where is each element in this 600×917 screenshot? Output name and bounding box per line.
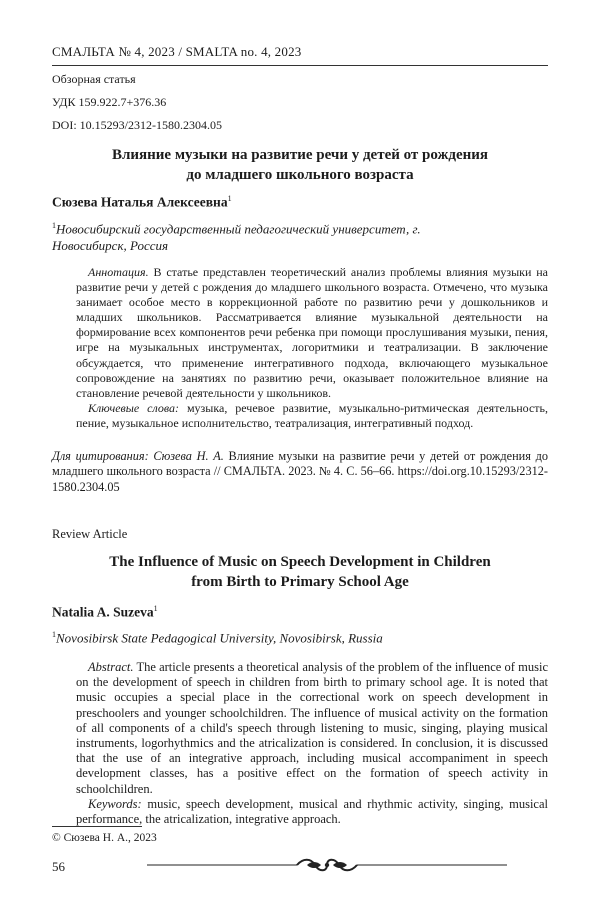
author-affiliation-mark: 1	[153, 604, 158, 613]
abstract-paragraph	[76, 660, 548, 797]
journal-page	[52, 0, 548, 917]
abstract-en	[76, 660, 548, 827]
title-line-1: The Influence of Music on Speech Development in Children	[109, 554, 491, 570]
title-line-2: from Birth to Primary School Age	[191, 574, 409, 590]
author-ru	[52, 194, 232, 211]
affiliation-mark: 1	[52, 630, 56, 639]
keywords-text: музыка, речевое развитие, музыкально-ритмическая деятельность, пение, музыкальное исполнительство, театрализация, интегративный подход.	[76, 400, 548, 430]
citation-text: Влияние музыки на развитие речи у детей от рождения до младшего школьного возраста // СМАЛЬТА. 2023. № 4. С. 56–66. https://doi.org.10.15293/2312-1580.2304.05	[52, 449, 549, 494]
author-affiliation-mark: 1	[227, 194, 232, 203]
udk-code: УДК 159.922.7+376.36	[52, 95, 167, 109]
decorative-ornament-icon	[147, 856, 507, 874]
keywords-paragraph	[76, 797, 548, 827]
header-rule	[52, 65, 548, 66]
keywords-label: Ключевые слова:	[88, 400, 179, 415]
keywords-paragraph	[76, 401, 548, 431]
running-head: СМАЛЬТА № 4, 2023 / SMALTA no. 4, 2023	[52, 44, 302, 59]
affiliation-ru	[52, 217, 472, 254]
affiliation-mark: 1	[52, 221, 56, 230]
article-type: Обзорная статья	[52, 72, 136, 86]
doi: DOI: 10.15293/2312-1580.2304.05	[52, 118, 222, 132]
affiliation-en	[52, 626, 548, 646]
article-title-ru	[52, 145, 548, 185]
abstract-label: Аннотация.	[88, 265, 149, 279]
title-line-2: до младшего школьного возраста	[186, 167, 414, 183]
abstract-label: Abstract.	[88, 660, 134, 674]
author-name: Сюзева Наталья Алексеевна	[52, 194, 228, 210]
title-line-1: Влияние музыки на развитие речи у детей от рождения	[111, 147, 489, 163]
keywords-text: music, speech development, musical and rhythmic activity, singing, musical performance, the atricalization, integrative approach.	[76, 796, 548, 827]
footnote-rule	[52, 826, 142, 827]
author-name: Natalia A. Suzeva	[52, 604, 154, 620]
abstract-paragraph	[76, 265, 548, 401]
abstract-text: The article presents a theoretical analysis of the problem of the influence of music on the development of speech in children from birth to primary school age. It is noted that music occupies a special place in the correctional work on speech development in preschoolers and younger schoolchildren. The influence of musical activity on the formation of all components of a child's speech through listening to music, singing, playing musical instruments, logorhythmics and the atricalization is considered. In conclusion, it is discussed that the use of an integrative approach, including musical accompaniment in speech development classes, has a positive effect on the formation of speech activity in schoolchildren.	[76, 660, 548, 796]
affiliation-text: Novosibirsk State Pedagogical University, Novosibirsk, Russia	[56, 630, 383, 646]
author-en	[52, 604, 158, 621]
copyright-notice: © Сюзева Н. А., 2023	[52, 832, 157, 844]
abstract-ru	[76, 265, 548, 431]
section-label-en: Review Article	[52, 527, 128, 541]
article-title-en	[52, 552, 548, 592]
page-number: 56	[52, 859, 65, 874]
abstract-text: В статье представлен теоретический анализ проблемы влияния музыки на развитие речи у детей с рождения до младшего школьного возраста. Отмечено, что музыка занимает особое место в коррекционной работе по развитию речи у дошкольников и младших школьников. Рассматривается влияние музыкальной деятельности на формирование всех компонентов речи ребенка при помощи прослушивания музыки, пения, игре на музыкальных инструментах, логоритмики и театрализации. В заключение обсуждается, что применение интегративного подхода, включающего музыкальное сопровождение на занятиях по развитию речи, оказывает положительное влияние на становление речевой деятельности у школьников.	[76, 265, 548, 400]
citation-label: Для цитирования: Сюзева Н. А.	[52, 449, 224, 463]
citation	[52, 449, 548, 495]
keywords-label: Keywords:	[88, 796, 142, 811]
affiliation-text: Новосибирский государственный педагогический университет, г. Новосибирск, Россия	[52, 221, 421, 254]
